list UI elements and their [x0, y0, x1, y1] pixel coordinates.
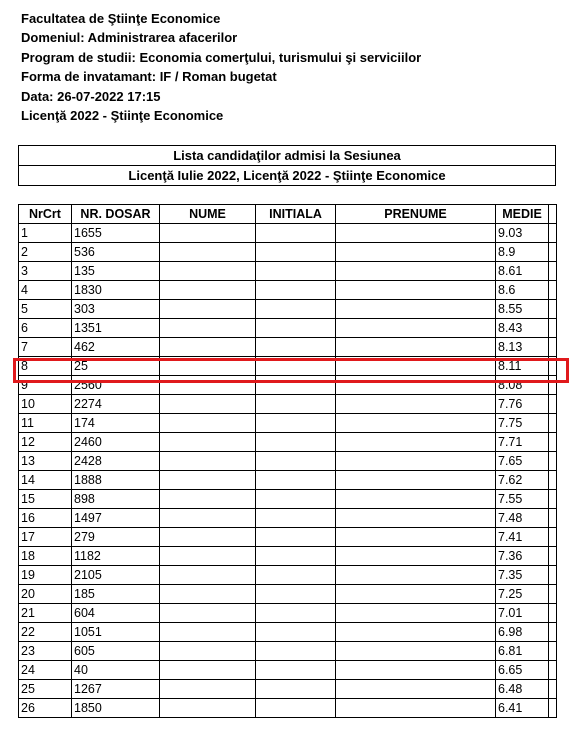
table-row — [19, 300, 557, 319]
cell-initiala — [256, 262, 336, 281]
cell-nume — [160, 452, 256, 471]
cell-initiala — [256, 642, 336, 661]
cell-initiala — [256, 509, 336, 528]
table-row — [19, 452, 557, 471]
cell-medie: 6.65 — [496, 661, 549, 680]
cell-nrcrt: 5 — [19, 300, 72, 319]
cell-nr-dosar: 1267 — [72, 680, 160, 699]
col-header-nume: NUME — [160, 205, 256, 224]
cell-nr-dosar: 462 — [72, 338, 160, 357]
cell-prenume — [336, 547, 496, 566]
cell-medie: 7.65 — [496, 452, 549, 471]
cell-prenume — [336, 433, 496, 452]
cell-extra — [549, 471, 557, 490]
cell-medie: 7.01 — [496, 604, 549, 623]
cell-nume — [160, 547, 256, 566]
cell-prenume — [336, 300, 496, 319]
cell-nrcrt: 2 — [19, 243, 72, 262]
table-row — [19, 224, 557, 243]
cell-nume — [160, 281, 256, 300]
domain-line: Domeniul: Administrarea afacerilor — [21, 30, 238, 46]
session-line: Licenţă 2022 - Ştiinţe Economice — [21, 108, 224, 124]
cell-extra — [549, 642, 557, 661]
cell-nr-dosar: 1830 — [72, 281, 160, 300]
cell-nr-dosar: 2428 — [72, 452, 160, 471]
document-header — [21, 9, 421, 125]
cell-nume — [160, 300, 256, 319]
cell-extra — [549, 680, 557, 699]
cell-extra — [549, 243, 557, 262]
table-row — [19, 319, 557, 338]
cell-initiala — [256, 395, 336, 414]
table-row — [19, 623, 557, 642]
cell-extra — [549, 395, 557, 414]
cell-nume — [160, 414, 256, 433]
cell-nume — [160, 604, 256, 623]
cell-prenume — [336, 566, 496, 585]
col-header-nrcrt: NrCrt — [19, 205, 72, 224]
cell-prenume — [336, 452, 496, 471]
cell-medie: 8.55 — [496, 300, 549, 319]
cell-medie: 8.13 — [496, 338, 549, 357]
cell-medie: 8.43 — [496, 319, 549, 338]
cell-nume — [160, 433, 256, 452]
cell-nr-dosar: 279 — [72, 528, 160, 547]
cell-nrcrt: 12 — [19, 433, 72, 452]
cell-nume — [160, 661, 256, 680]
cell-medie: 8.11 — [496, 357, 549, 376]
cell-nume — [160, 566, 256, 585]
cell-extra — [549, 604, 557, 623]
cell-nume — [160, 490, 256, 509]
cell-nume — [160, 585, 256, 604]
cell-prenume — [336, 623, 496, 642]
cell-nume — [160, 262, 256, 281]
cell-nume — [160, 680, 256, 699]
cell-nr-dosar: 605 — [72, 642, 160, 661]
cell-prenume — [336, 471, 496, 490]
cell-initiala — [256, 471, 336, 490]
cell-extra — [549, 509, 557, 528]
faculty-line: Facultatea de Ştiinţe Economice — [21, 11, 221, 26]
cell-nr-dosar: 1351 — [72, 319, 160, 338]
cell-nr-dosar: 2105 — [72, 566, 160, 585]
cell-prenume — [336, 281, 496, 300]
cell-nrcrt: 23 — [19, 642, 72, 661]
cell-nrcrt: 18 — [19, 547, 72, 566]
cell-prenume — [336, 585, 496, 604]
table-row — [19, 262, 557, 281]
cell-extra — [549, 699, 557, 718]
cell-nr-dosar: 536 — [72, 243, 160, 262]
cell-medie: 6.41 — [496, 699, 549, 718]
cell-medie: 8.61 — [496, 262, 549, 281]
cell-initiala — [256, 680, 336, 699]
cell-initiala — [256, 490, 336, 509]
cell-prenume — [336, 490, 496, 509]
cell-extra — [549, 414, 557, 433]
list-title-box — [18, 145, 556, 186]
cell-initiala — [256, 585, 336, 604]
col-header-extra — [549, 205, 557, 224]
table-row — [19, 471, 557, 490]
cell-prenume — [336, 699, 496, 718]
cell-nrcrt: 13 — [19, 452, 72, 471]
cell-extra — [549, 452, 557, 471]
cell-nr-dosar: 174 — [72, 414, 160, 433]
cell-nr-dosar: 303 — [72, 300, 160, 319]
cell-extra — [549, 319, 557, 338]
table-row — [19, 338, 557, 357]
table-row — [19, 243, 557, 262]
col-header-initiala: INITIALA — [256, 205, 336, 224]
cell-prenume — [336, 680, 496, 699]
cell-extra — [549, 338, 557, 357]
cell-nrcrt: 1 — [19, 224, 72, 243]
table-row — [19, 490, 557, 509]
table-row — [19, 585, 557, 604]
cell-prenume — [336, 395, 496, 414]
cell-medie: 7.76 — [496, 395, 549, 414]
cell-prenume — [336, 604, 496, 623]
cell-prenume — [336, 319, 496, 338]
cell-medie: 7.75 — [496, 414, 549, 433]
cell-prenume — [336, 414, 496, 433]
cell-nr-dosar: 1888 — [72, 471, 160, 490]
cell-nrcrt: 9 — [19, 376, 72, 395]
date-line: Data: 26-07-2022 17:15 — [21, 88, 161, 104]
cell-nume — [160, 243, 256, 262]
col-header-prenume: PRENUME — [336, 205, 496, 224]
cell-nr-dosar: 2460 — [72, 433, 160, 452]
cell-nrcrt: 22 — [19, 623, 72, 642]
cell-extra — [549, 262, 557, 281]
table-row — [19, 642, 557, 661]
cell-nume — [160, 319, 256, 338]
cell-nrcrt: 20 — [19, 585, 72, 604]
cell-medie: 7.55 — [496, 490, 549, 509]
cell-initiala — [256, 281, 336, 300]
cell-nume — [160, 642, 256, 661]
cell-medie: 8.6 — [496, 281, 549, 300]
cell-nrcrt: 11 — [19, 414, 72, 433]
cell-extra — [549, 281, 557, 300]
cell-nrcrt: 21 — [19, 604, 72, 623]
cell-nr-dosar: 1655 — [72, 224, 160, 243]
table-row — [19, 566, 557, 585]
cell-initiala — [256, 224, 336, 243]
cell-nr-dosar: 25 — [72, 357, 160, 376]
cell-medie: 6.81 — [496, 642, 549, 661]
cell-extra — [549, 566, 557, 585]
cell-medie: 9.03 — [496, 224, 549, 243]
cell-prenume — [336, 528, 496, 547]
cell-medie: 7.62 — [496, 471, 549, 490]
cell-medie: 7.36 — [496, 547, 549, 566]
table-body — [19, 224, 557, 718]
cell-initiala — [256, 604, 336, 623]
cell-medie: 7.48 — [496, 509, 549, 528]
cell-nume — [160, 623, 256, 642]
table-row — [19, 414, 557, 433]
cell-prenume — [336, 224, 496, 243]
cell-nrcrt: 15 — [19, 490, 72, 509]
cell-nrcrt: 24 — [19, 661, 72, 680]
cell-medie: 7.41 — [496, 528, 549, 547]
cell-medie: 8.9 — [496, 243, 549, 262]
cell-extra — [549, 547, 557, 566]
cell-initiala — [256, 319, 336, 338]
cell-prenume — [336, 243, 496, 262]
cell-initiala — [256, 452, 336, 471]
cell-nrcrt: 3 — [19, 262, 72, 281]
row-highlight-box — [13, 358, 569, 383]
cell-nrcrt: 8 — [19, 357, 72, 376]
table-row — [19, 699, 557, 718]
cell-nr-dosar: 185 — [72, 585, 160, 604]
col-header-medie: MEDIE — [496, 205, 549, 224]
study-form-line: Forma de invatamant: IF / Roman bugetat — [21, 69, 277, 85]
cell-initiala — [256, 661, 336, 680]
cell-medie: 8.08 — [496, 376, 549, 395]
cell-initiala — [256, 528, 336, 547]
cell-nrcrt: 6 — [19, 319, 72, 338]
cell-prenume — [336, 642, 496, 661]
cell-extra — [549, 585, 557, 604]
table-row — [19, 433, 557, 452]
cell-nr-dosar: 2274 — [72, 395, 160, 414]
cell-initiala — [256, 547, 336, 566]
cell-nr-dosar: 898 — [72, 490, 160, 509]
cell-initiala — [256, 699, 336, 718]
cell-initiala — [256, 300, 336, 319]
cell-initiala — [256, 623, 336, 642]
cell-prenume — [336, 338, 496, 357]
program-line: Program de studii: Economia comerţului, turismului şi serviciilor — [21, 49, 422, 65]
table-row — [19, 661, 557, 680]
cell-extra — [549, 490, 557, 509]
cell-nr-dosar: 1182 — [72, 547, 160, 566]
cell-nrcrt: 10 — [19, 395, 72, 414]
cell-nr-dosar: 40 — [72, 661, 160, 680]
cell-extra — [549, 661, 557, 680]
cell-nr-dosar: 135 — [72, 262, 160, 281]
cell-nrcrt: 16 — [19, 509, 72, 528]
cell-nume — [160, 224, 256, 243]
table-header-row — [19, 205, 557, 224]
cell-nume — [160, 528, 256, 547]
table-row — [19, 281, 557, 300]
list-title-line1: Lista candidaţilor admisi la Sesiunea — [173, 148, 401, 163]
cell-initiala — [256, 433, 336, 452]
cell-initiala — [256, 243, 336, 262]
cell-nr-dosar: 1497 — [72, 509, 160, 528]
cell-initiala — [256, 566, 336, 585]
cell-nr-dosar: 2560 — [72, 376, 160, 395]
cell-nrcrt: 17 — [19, 528, 72, 547]
cell-nume — [160, 395, 256, 414]
cell-nr-dosar: 1051 — [72, 623, 160, 642]
cell-prenume — [336, 509, 496, 528]
table-row — [19, 604, 557, 623]
table-row — [19, 395, 557, 414]
cell-medie: 6.48 — [496, 680, 549, 699]
list-title-line2: Licenţă Iulie 2022, Licenţă 2022 - Ştiinţe Economice — [19, 165, 555, 185]
cell-extra — [549, 433, 557, 452]
cell-initiala — [256, 338, 336, 357]
table-row — [19, 509, 557, 528]
cell-nume — [160, 699, 256, 718]
cell-initiala — [256, 414, 336, 433]
cell-extra — [549, 224, 557, 243]
cell-medie: 7.71 — [496, 433, 549, 452]
cell-nume — [160, 338, 256, 357]
cell-nrcrt: 26 — [19, 699, 72, 718]
cell-nr-dosar: 1850 — [72, 699, 160, 718]
cell-nume — [160, 471, 256, 490]
cell-nrcrt: 14 — [19, 471, 72, 490]
cell-prenume — [336, 262, 496, 281]
candidates-table — [18, 204, 557, 718]
table-row — [19, 680, 557, 699]
cell-nrcrt: 4 — [19, 281, 72, 300]
cell-nr-dosar: 604 — [72, 604, 160, 623]
cell-nrcrt: 19 — [19, 566, 72, 585]
cell-nrcrt: 7 — [19, 338, 72, 357]
cell-medie: 7.25 — [496, 585, 549, 604]
cell-prenume — [336, 661, 496, 680]
cell-extra — [549, 528, 557, 547]
table-row — [19, 547, 557, 566]
cell-medie: 6.98 — [496, 623, 549, 642]
cell-extra — [549, 623, 557, 642]
table-row — [19, 528, 557, 547]
cell-nrcrt: 25 — [19, 680, 72, 699]
col-header-nr-dosar: NR. DOSAR — [72, 205, 160, 224]
cell-extra — [549, 300, 557, 319]
cell-nume — [160, 509, 256, 528]
cell-medie: 7.35 — [496, 566, 549, 585]
